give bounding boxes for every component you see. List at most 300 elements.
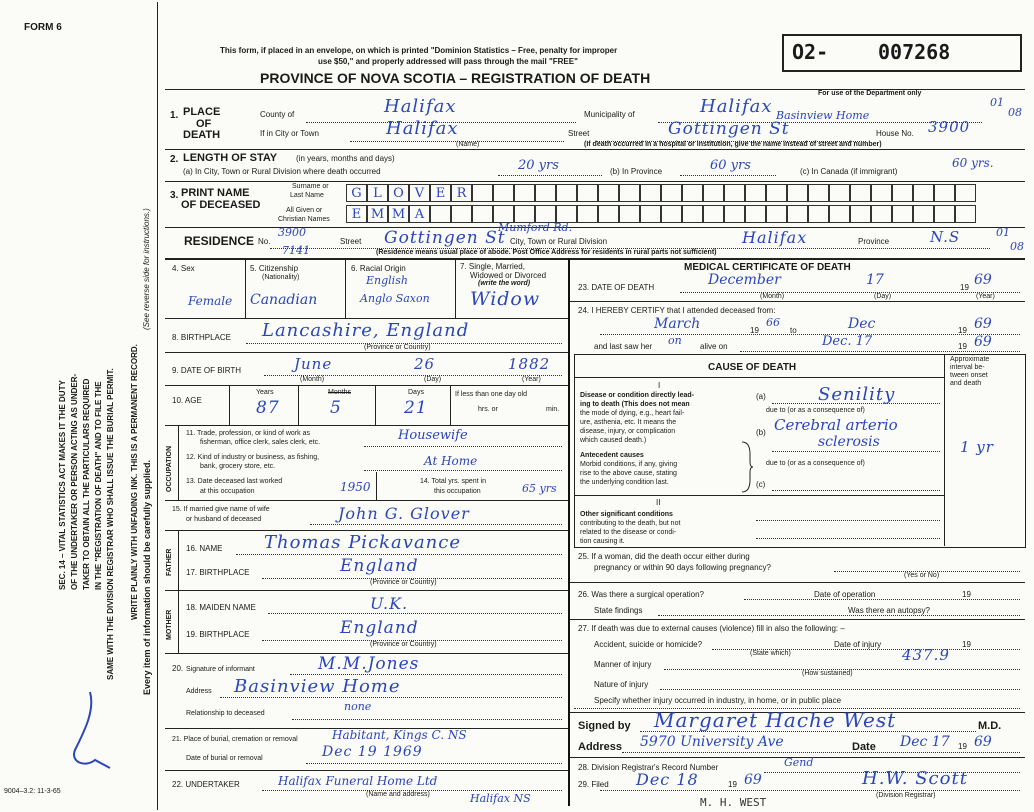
surname-letter-box	[493, 184, 514, 202]
q24-label: 24. I HEREBY CERTIFY that I attended deceased from:	[578, 306, 776, 315]
cause-ii-line	[575, 495, 944, 496]
q25-sublabel: (Yes or No)	[904, 572, 940, 579]
given-letter-box	[871, 205, 892, 223]
q26-year: 19	[962, 590, 971, 599]
cause-b-line	[772, 451, 940, 452]
given-letter-box	[703, 205, 724, 223]
row15-bottom	[165, 530, 568, 531]
surname-letter-box	[766, 184, 787, 202]
s1-bottom	[165, 149, 1025, 150]
cause-title: CAUSE OF DEATH	[708, 362, 797, 373]
q26-label: 26. Was there a surgical operation?	[578, 590, 704, 599]
surname-letter-box	[682, 184, 703, 202]
surname-letter-box	[535, 184, 556, 202]
dept-code-4: 08	[1010, 240, 1024, 253]
med-address-label: Address	[578, 741, 623, 753]
days-label: Days	[408, 389, 424, 396]
q16-line	[236, 554, 562, 555]
roman-i: I	[658, 381, 661, 390]
q23-month-sub: (Month)	[760, 293, 785, 300]
oth-c: related to the disease or condi-	[580, 529, 677, 536]
cause-due-to-1: due to (or as a consequence of)	[766, 407, 865, 414]
cause-header-line	[575, 377, 944, 378]
q12-line	[364, 470, 562, 471]
cause-b-interval: 1 yr	[960, 438, 994, 456]
interval-b: interval be-	[950, 364, 985, 371]
q12-label-a: 12. Kind of industry or business, as fishing,	[186, 454, 320, 461]
residence-city: Halifax	[742, 228, 808, 247]
surname-letter-box: E	[430, 184, 451, 202]
years-label: Years	[256, 389, 274, 396]
state-findings-line	[658, 615, 1020, 616]
q29-year-a: 19	[728, 780, 737, 789]
injury-year: 19	[962, 640, 971, 649]
row4-div1	[245, 258, 246, 318]
sidebar-divider	[157, 2, 158, 810]
dc-e: disease, injury, or complication	[580, 428, 676, 435]
name-sublabel: (Name)	[456, 141, 480, 148]
q16-value: Thomas Pickavance	[264, 532, 462, 553]
hospital-note: (If death occurred in a hospital or institution, give the name instead of street and number)	[584, 141, 882, 148]
sidebar-line-1: SEC. 14 – VITAL STATISTICS ACT MAKES IT THE DUTY	[58, 380, 67, 590]
oth-b: contributing to the death, but not	[580, 520, 681, 527]
dc-b: ing to death (This does not mean	[580, 401, 690, 408]
q11-value: Housewife	[398, 428, 468, 443]
given-letter-box: M	[367, 205, 388, 223]
roman-ii: II	[656, 498, 661, 507]
signed-line	[640, 731, 976, 732]
hrs-label: hrs. or	[478, 406, 498, 413]
county-value: Halifax	[384, 96, 457, 117]
street-label: Street	[568, 129, 590, 138]
residence-city-label: City, Town or Rural Division	[510, 237, 608, 246]
citizenship-label: 5. Citizenship	[250, 264, 299, 273]
residence-street: Gottingen St	[384, 228, 506, 248]
surname-letter-box	[724, 184, 745, 202]
q29-value: Dec 18	[636, 770, 699, 789]
accident-label: Accident, suicide or homicide?	[594, 640, 703, 649]
nature-label: Nature of injury	[594, 680, 649, 689]
q25-label-b: pregnancy or within 90 days following pregnancy?	[594, 563, 771, 572]
occupation-side-label: OCCUPATION	[166, 445, 173, 492]
q21-date-line	[306, 763, 562, 764]
sidebar-line-5: SAME WITH THE DIVISION REGISTRAR WHO SHALL ISSUE THE BURIAL PERMIT.	[106, 368, 115, 680]
cause-b-value-2: sclerosis	[818, 434, 880, 450]
house-label: House No.	[876, 129, 914, 138]
q23-month: December	[708, 272, 781, 288]
q21-date: Dec 19 1969	[322, 744, 423, 760]
s1-label-a: PLACE	[183, 106, 221, 118]
row4-div2	[345, 258, 346, 318]
given-letter-box	[640, 205, 661, 223]
surname-label-a: Surname or	[292, 183, 329, 190]
q15-label-b: or husband of deceased	[186, 516, 262, 523]
ant-c: rise to the above cause, stating	[580, 470, 677, 477]
q29-sublabel: (Division Registrar)	[876, 792, 936, 799]
specify-label: Specify whether injury occurred in industry, in home, or in public place	[594, 696, 842, 705]
registration-prefix: O2-	[792, 40, 829, 64]
surname-letter-box	[556, 184, 577, 202]
residence-note: (Residence means usual place of abode. Post Office Address for residents in rural parts not sufficient)	[376, 249, 717, 256]
s3-label-a: PRINT NAME	[181, 187, 250, 199]
cause-a-value: Senility	[818, 384, 896, 405]
row4-bottom	[165, 318, 568, 319]
interval-a: Approximate	[950, 356, 990, 363]
dc-d: ure, asthenia, etc. It means the	[580, 419, 677, 426]
dc-c: the mode of dying, e.g., heart fail-	[580, 410, 685, 417]
address-line	[220, 697, 562, 698]
surname-letter-box	[514, 184, 535, 202]
given-letter-box	[766, 205, 787, 223]
q13-div	[376, 472, 377, 500]
marital-value: Widow	[470, 288, 541, 310]
q14-label-a: 14. Total yrs. spent in	[420, 478, 487, 485]
dob-month: June	[294, 355, 333, 373]
father-side-div	[178, 530, 179, 590]
age-div4	[450, 385, 451, 425]
cause-a-label: (a)	[756, 392, 766, 401]
given-letter-box	[808, 205, 829, 223]
surname-letter-box	[934, 184, 955, 202]
cause-b-label: (b)	[756, 428, 766, 437]
surname-label-b: Last Name	[290, 192, 324, 199]
given-letter-box	[598, 205, 619, 223]
given-letter-box	[934, 205, 955, 223]
q23-day-sub: (Day)	[874, 293, 892, 300]
surname-letter-box	[829, 184, 850, 202]
how-sustained-label: (How sustained)	[802, 670, 853, 677]
row14-bottom	[165, 500, 568, 501]
residence-prov: N.S	[930, 228, 961, 246]
q23-bottom	[570, 301, 1025, 302]
alive-on-label: alive on	[700, 342, 728, 351]
citizenship-value: Canadian	[250, 292, 318, 308]
row9-bottom	[165, 385, 568, 386]
s2-b-value: 60 yrs	[710, 158, 751, 173]
residence-no-label: No.	[258, 237, 271, 246]
occ-side-div	[178, 425, 179, 500]
s2-a-label: (a) In City, Town or Rural Division where death occurred	[183, 167, 381, 176]
sidebar-line-3: TAKER TO OBTAIN ALL THE PARTICULARS REQUIRED	[82, 378, 91, 590]
relationship-value: none	[344, 700, 372, 713]
q22-address: Halifax NS	[470, 792, 531, 805]
birthplace-label: 8. BIRTHPLACE	[172, 333, 231, 342]
surname-letter-box: R	[451, 184, 472, 202]
q18-value: U.K.	[370, 594, 409, 613]
dob-day-sub: (Day)	[424, 376, 442, 383]
racial-origin-label: 6. Racial Origin	[351, 264, 406, 273]
age-div1	[229, 385, 230, 425]
given-letter-box: E	[346, 205, 367, 223]
q29-label: 29. Filed	[578, 780, 609, 789]
marital-label-b: Widowed or Divorced	[470, 271, 547, 280]
q25-label-a: 25. If a woman, did the death occur either during	[578, 552, 750, 561]
q24-from-yr-b: 66	[766, 316, 780, 329]
q24-from: March	[654, 316, 701, 332]
s1-number: 1.	[170, 110, 179, 121]
city-value: Halifax	[386, 118, 459, 139]
given-label-b: Christian Names	[278, 216, 330, 223]
q23-day: 17	[866, 272, 884, 288]
surname-letter-box	[703, 184, 724, 202]
citizenship-sublabel: (Nationality)	[262, 274, 300, 281]
q23-label: 23. DATE OF DEATH	[578, 283, 655, 292]
q16-label: 16. NAME	[186, 544, 223, 553]
surname-letter-box: G	[346, 184, 367, 202]
med-address-value: 5970 University Ave	[640, 734, 784, 750]
q13-label-b: at this occupation	[200, 488, 255, 495]
given-letter-box	[619, 205, 640, 223]
autopsy-label: Was there an autopsy?	[848, 606, 930, 615]
dob-day: 26	[414, 355, 436, 373]
q18-line	[268, 613, 562, 614]
oth-d: tion causing it.	[580, 538, 625, 545]
q24-line-1	[600, 334, 1020, 335]
residence-no-alt: 7141	[282, 244, 310, 257]
q24-from-yr-a: 19	[750, 326, 759, 335]
residence-street-alt: Mumford Rd.	[498, 221, 573, 234]
s2-bottom	[165, 181, 1025, 182]
given-letter-box	[724, 205, 745, 223]
age-days: 21	[404, 398, 428, 418]
relationship-label: Relationship to deceased	[186, 710, 265, 717]
q17-value: England	[340, 556, 419, 576]
q11-label-a: 11. Trade, profession, or kind of work as	[186, 430, 310, 437]
municipality-value: Halifax	[700, 96, 773, 117]
sidebar-check-mark	[60, 690, 120, 780]
s2-c-value: 60 yrs.	[952, 156, 994, 170]
min-label: min.	[546, 406, 560, 413]
surname-letter-box	[598, 184, 619, 202]
s2-number: 2.	[170, 154, 179, 165]
q29-signature: H.W. Scott	[862, 768, 968, 789]
q23-year-b: 69	[974, 272, 992, 288]
birthplace-value: Lancashire, England	[262, 320, 470, 341]
q15-line	[310, 524, 562, 525]
relationship-line	[292, 719, 562, 720]
med-address-line	[622, 752, 1020, 753]
q23-year-a: 19	[960, 283, 969, 292]
q22-sublabel: (Name and address)	[366, 791, 430, 798]
sex-value: Female	[188, 294, 233, 308]
row4-div3	[455, 258, 456, 318]
registration-number: 007268	[878, 40, 951, 64]
q20-value: M.M.Jones	[318, 654, 420, 674]
surname-letter-box	[745, 184, 766, 202]
surname-letter-box	[871, 184, 892, 202]
ant-b: Morbid conditions, if any, giving	[580, 461, 678, 468]
given-letter-box	[787, 205, 808, 223]
medical-title: MEDICAL CERTIFICATE OF DEATH	[684, 262, 851, 273]
surname-letter-box: V	[409, 184, 430, 202]
signed-by-label: Signed by	[578, 720, 631, 732]
given-letter-box	[451, 205, 472, 223]
q24-to: Dec	[848, 316, 876, 332]
ant-d: the underlying condition last.	[580, 479, 669, 486]
sex-label: 4. Sex	[172, 264, 195, 273]
q19-value: England	[340, 618, 419, 638]
state-findings-label: State findings	[594, 606, 643, 615]
surname-letter-box	[850, 184, 871, 202]
med-date-yr-b: 69	[974, 734, 992, 750]
q17-label: 17. BIRTHPLACE	[186, 568, 250, 577]
street-value: Gottingen St	[668, 119, 790, 139]
dept-code-2: 08	[1008, 106, 1022, 119]
alive-on-value: Dec. 17	[822, 334, 873, 349]
residence-no: 3900	[278, 226, 306, 239]
s2-b-line	[680, 175, 776, 176]
q20-sig-label: Signature of informant	[186, 666, 255, 673]
center-divider	[568, 258, 570, 806]
given-label-a: All Given or	[286, 207, 323, 214]
q25-bottom	[570, 582, 1025, 583]
county-label: County of	[260, 110, 295, 119]
interval-c: tween onset	[950, 372, 988, 379]
q19-label: 19. BIRTHPLACE	[186, 630, 250, 639]
dob-month-sub: (Month)	[300, 376, 325, 383]
med-date-value: Dec 17	[900, 734, 950, 750]
surname-letter-box	[808, 184, 829, 202]
q24-to-yr-b: 69	[974, 316, 992, 332]
surname-letter-box: O	[388, 184, 409, 202]
q19-sublabel: (Province or Country)	[370, 641, 437, 648]
given-letter-box	[661, 205, 682, 223]
q18-label: 18. MAIDEN NAME	[186, 603, 256, 612]
sidebar-line-2: OF THE UNDERTAKER OR PERSON ACTING AS UNDER-	[70, 373, 79, 590]
address-value: Basinview Home	[234, 676, 401, 697]
cause-b-value: Cerebral arterio	[774, 416, 898, 434]
mail-note-2: use $50," and properly addressed will pass through the mail "FREE"	[318, 57, 578, 66]
q14-value: 65 yrs	[522, 482, 557, 495]
s2-b-label: (b) In Province	[610, 167, 663, 176]
given-letter-box	[913, 205, 934, 223]
code-value: 437.9	[902, 646, 950, 664]
s2-a-value: 20 yrs	[518, 158, 559, 173]
antecedent-brace-icon	[740, 440, 754, 494]
father-bottom	[165, 590, 568, 591]
dept-code-1: 01	[990, 96, 1004, 109]
surname-letter-box	[955, 184, 976, 202]
city-label: If in City or Town	[260, 129, 319, 138]
interval-d: and death	[950, 380, 982, 387]
dc-f: which caused death.)	[580, 437, 647, 444]
mother-side-label: MOTHER	[166, 609, 173, 640]
injury-date-label: Date of injury	[834, 640, 882, 649]
row8-bottom	[165, 352, 568, 353]
oth-a: Other significant conditions	[580, 511, 673, 518]
age-years: 87	[256, 398, 280, 418]
print-code: 9004–3.2: 11-3-65	[4, 788, 61, 795]
md-label: M.D.	[978, 720, 1002, 732]
dob-year-sub: (Year)	[522, 376, 541, 383]
given-letter-box	[472, 205, 493, 223]
q26-bottom	[570, 619, 1025, 620]
q20-label: 20.	[172, 664, 184, 673]
age-months: 5	[330, 398, 342, 418]
q15-value: John G. Glover	[338, 504, 470, 523]
q24-to-yr-a: 19	[958, 326, 967, 335]
sidebar-line-6: WRITE PLAINLY WITH UNFADING INK. THIS IS A PERMANENT RECORD.	[130, 344, 139, 620]
oth-line-1	[756, 520, 940, 521]
age-label: 10. AGE	[172, 396, 202, 405]
s2-sub: (in years, months and days)	[296, 154, 395, 163]
oth-line-2	[756, 538, 940, 539]
q27-label: 27. If death was due to external causes (violence) fill in also the following: –	[578, 624, 845, 633]
signed-by-value: Margaret Hache West	[654, 708, 897, 732]
surname-letter-box	[472, 184, 493, 202]
residence-label: RESIDENCE	[184, 234, 255, 248]
cause-due-to-2: due to (or as a consequence of)	[766, 460, 865, 467]
age-div3	[375, 385, 376, 425]
given-letter-box	[745, 205, 766, 223]
above-street-value: Basinview Home	[776, 109, 870, 122]
cause-c-label: (c)	[756, 480, 766, 489]
cause-a-line	[772, 403, 940, 404]
q11-label-b: fisherman, office clerk, sales clerk, etc.	[200, 439, 321, 446]
sidebar-every-item: Every item of information should be carefully supplied.	[142, 459, 152, 695]
surname-letter-box	[619, 184, 640, 202]
racial-origin-above: English	[366, 274, 408, 287]
q23-year-sub: (Year)	[976, 293, 995, 300]
residence-street-label: Street	[340, 237, 362, 246]
surname-letter-box	[913, 184, 934, 202]
surname-letter-box	[661, 184, 682, 202]
q24-line-2	[740, 351, 1020, 352]
dc-a: Disease or condition directly lead-	[580, 392, 694, 399]
nature-line	[660, 689, 1020, 690]
marital-label-c: (write the word)	[478, 280, 531, 287]
given-letter-box	[892, 205, 913, 223]
state-which-label: (State which)	[750, 650, 791, 657]
q11-line	[364, 446, 562, 447]
frame-top	[165, 89, 1025, 90]
surname-letter-box	[640, 184, 661, 202]
manner-label: Manner of injury	[594, 660, 652, 669]
q14-label-b: this occupation	[434, 488, 481, 495]
given-letter-box	[577, 205, 598, 223]
given-letter-box: M	[388, 205, 409, 223]
given-letter-box	[955, 205, 976, 223]
q29-line	[600, 790, 1020, 791]
given-letter-box: A	[409, 205, 430, 223]
under-day-label: If less than one day old	[455, 391, 527, 398]
s3-label-b: OF DECEASED	[181, 199, 261, 211]
form-number: FORM 6	[24, 22, 62, 33]
med-date-label: Date	[852, 741, 876, 753]
ant-a: Antecedent causes	[580, 452, 644, 459]
house-value: 3900	[928, 118, 971, 136]
q21-value: Habitant, Kings C. NS	[332, 728, 467, 742]
dept-code-3: 01	[996, 226, 1010, 239]
given-letter-box	[850, 205, 871, 223]
given-letter-box	[430, 205, 451, 223]
q13-label-a: 13. Date deceased last worked	[186, 478, 283, 485]
q21-label-b: Date of burial or removal	[186, 755, 263, 762]
q22-label: 22. UNDERTAKER	[172, 780, 240, 789]
surname-letter-box	[577, 184, 598, 202]
mother-side-div	[178, 590, 179, 653]
med-date-yr-a: 19	[958, 742, 967, 751]
alive-yr-b: 69	[974, 334, 992, 350]
dept-use-label: For use of the Department only	[818, 90, 922, 97]
s1-label-b: OF	[196, 118, 212, 130]
q26-line	[744, 599, 1020, 600]
municipality-label: Municipality of	[584, 110, 635, 119]
sidebar-line-4: IN THE "REGISTRATION OF DEATH" AND TO FILE THE	[94, 381, 103, 590]
racial-origin-value: Anglo Saxon	[360, 292, 430, 305]
row10-bottom	[165, 425, 568, 426]
q24-to-label: to	[790, 326, 797, 335]
